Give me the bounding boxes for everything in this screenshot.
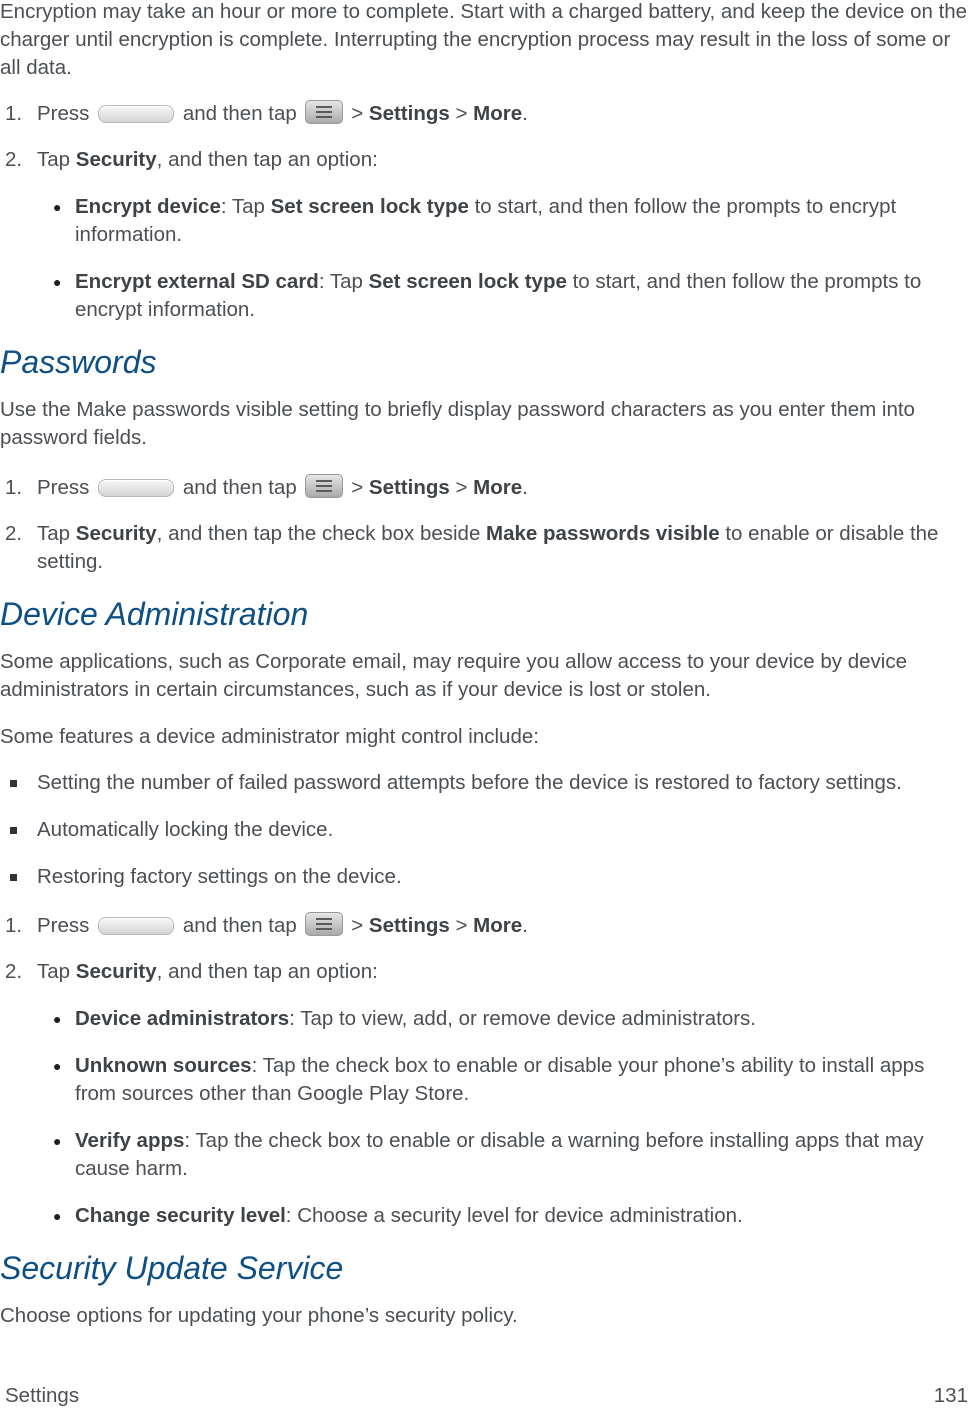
settings-label: Settings (368, 476, 450, 499)
passwords-heading: Passwords (0, 344, 157, 380)
bullet-icon: ● (53, 1011, 62, 1027)
footer-section-name: Settings (5, 1384, 80, 1407)
encryption-step-2: 2. Tap Security, and then tap an option: (0, 146, 970, 174)
feature-item: Automatically locking the device. (0, 816, 970, 844)
device-admin-step-2: 2. Tap Security, and then tap an option: (0, 958, 970, 986)
page-footer (5, 1382, 970, 1410)
more-label: More (473, 102, 523, 125)
security-label: Security (75, 960, 157, 983)
device-administration-heading: Device Administration (0, 596, 309, 632)
bullet-icon: ● (53, 199, 62, 215)
make-passwords-visible-label: Make passwords visible (486, 522, 720, 545)
step-number: 2. (5, 148, 23, 171)
step-number: 2. (5, 960, 23, 983)
option-device-administrators: ● Device administrators: Tap to view, add, or remove device administrators. (0, 1005, 970, 1033)
bullet-icon: ● (53, 1208, 62, 1224)
more-label: More (473, 476, 523, 499)
security-label: Security (75, 148, 157, 171)
feature-item: Restoring factory settings on the device. (0, 863, 970, 891)
home-key-icon (98, 479, 174, 497)
step-number: 1. (5, 102, 23, 125)
passwords-step-1: 1. Press and then tap > Settings > More. (0, 474, 970, 502)
square-bullet-icon (10, 827, 17, 834)
option-unknown-sources: ● Unknown sources: Tap the check box to enable or disable your phone’s ability to install apps from sources other than Google Play Store. (53, 1054, 925, 1105)
security-label: Security (75, 522, 157, 545)
step-number: 1. (5, 914, 23, 937)
device-admin-step-1: 1. Press and then tap > Settings > More. (0, 912, 970, 940)
square-bullet-icon (10, 874, 17, 881)
step-number: 1. (5, 476, 23, 499)
passwords-step-2: 2. Tap Security, and then tap the check box beside Make passwords visible to enable or disable the setting. (5, 522, 939, 573)
menu-key-icon (305, 474, 343, 498)
menu-key-icon (305, 100, 343, 124)
page-number: 131 (933, 1384, 968, 1407)
home-key-icon (98, 105, 174, 123)
bullet-icon: ● (53, 1058, 62, 1074)
menu-key-icon (305, 912, 343, 936)
settings-label: Settings (368, 102, 450, 125)
features-intro: Some features a device administrator might control include: (0, 725, 539, 748)
security-update-service-heading: Security Update Service (0, 1250, 344, 1286)
security-update-service-intro: Choose options for updating your phone’s security policy. (0, 1304, 518, 1327)
option-change-security-level: ● Change security level: Choose a security level for device administration. (0, 1202, 970, 1230)
home-key-icon (98, 917, 174, 935)
device-administration-intro: Some applications, such as Corporate email, may require you allow access to your device by device administrators in certain circumstances, such as if your device is lost or stolen. (0, 650, 907, 701)
settings-label: Settings (368, 914, 450, 937)
more-label: More (473, 914, 523, 937)
square-bullet-icon (10, 780, 17, 787)
step-number: 2. (5, 522, 23, 545)
option-encrypt-sd-card: ● Encrypt external SD card: Tap Set screen lock type to start, and then follow the prompts to encrypt information. (53, 270, 922, 321)
option-verify-apps: ● Verify apps: Tap the check box to enable or disable a warning before installing apps that may cause harm. (53, 1129, 924, 1180)
encryption-warning: Encryption may take an hour or more to complete. Start with a charged battery, and keep the device on the charger until encryption is complete. Interrupting the encryption process may result in the loss of some or all data. (0, 0, 968, 79)
feature-item: Setting the number of failed password attempts before the device is restored to factory settings. (0, 769, 970, 797)
option-encrypt-device: ● Encrypt device: Tap Set screen lock type to start, and then follow the prompts to encrypt information. (53, 195, 897, 246)
bullet-icon: ● (53, 274, 62, 290)
encryption-step-1: 1. Press and then tap > Settings > More. (0, 100, 970, 128)
passwords-intro: Use the Make passwords visible setting to briefly display password characters as you enter them into password fields. (0, 398, 915, 449)
bullet-icon: ● (53, 1133, 62, 1149)
